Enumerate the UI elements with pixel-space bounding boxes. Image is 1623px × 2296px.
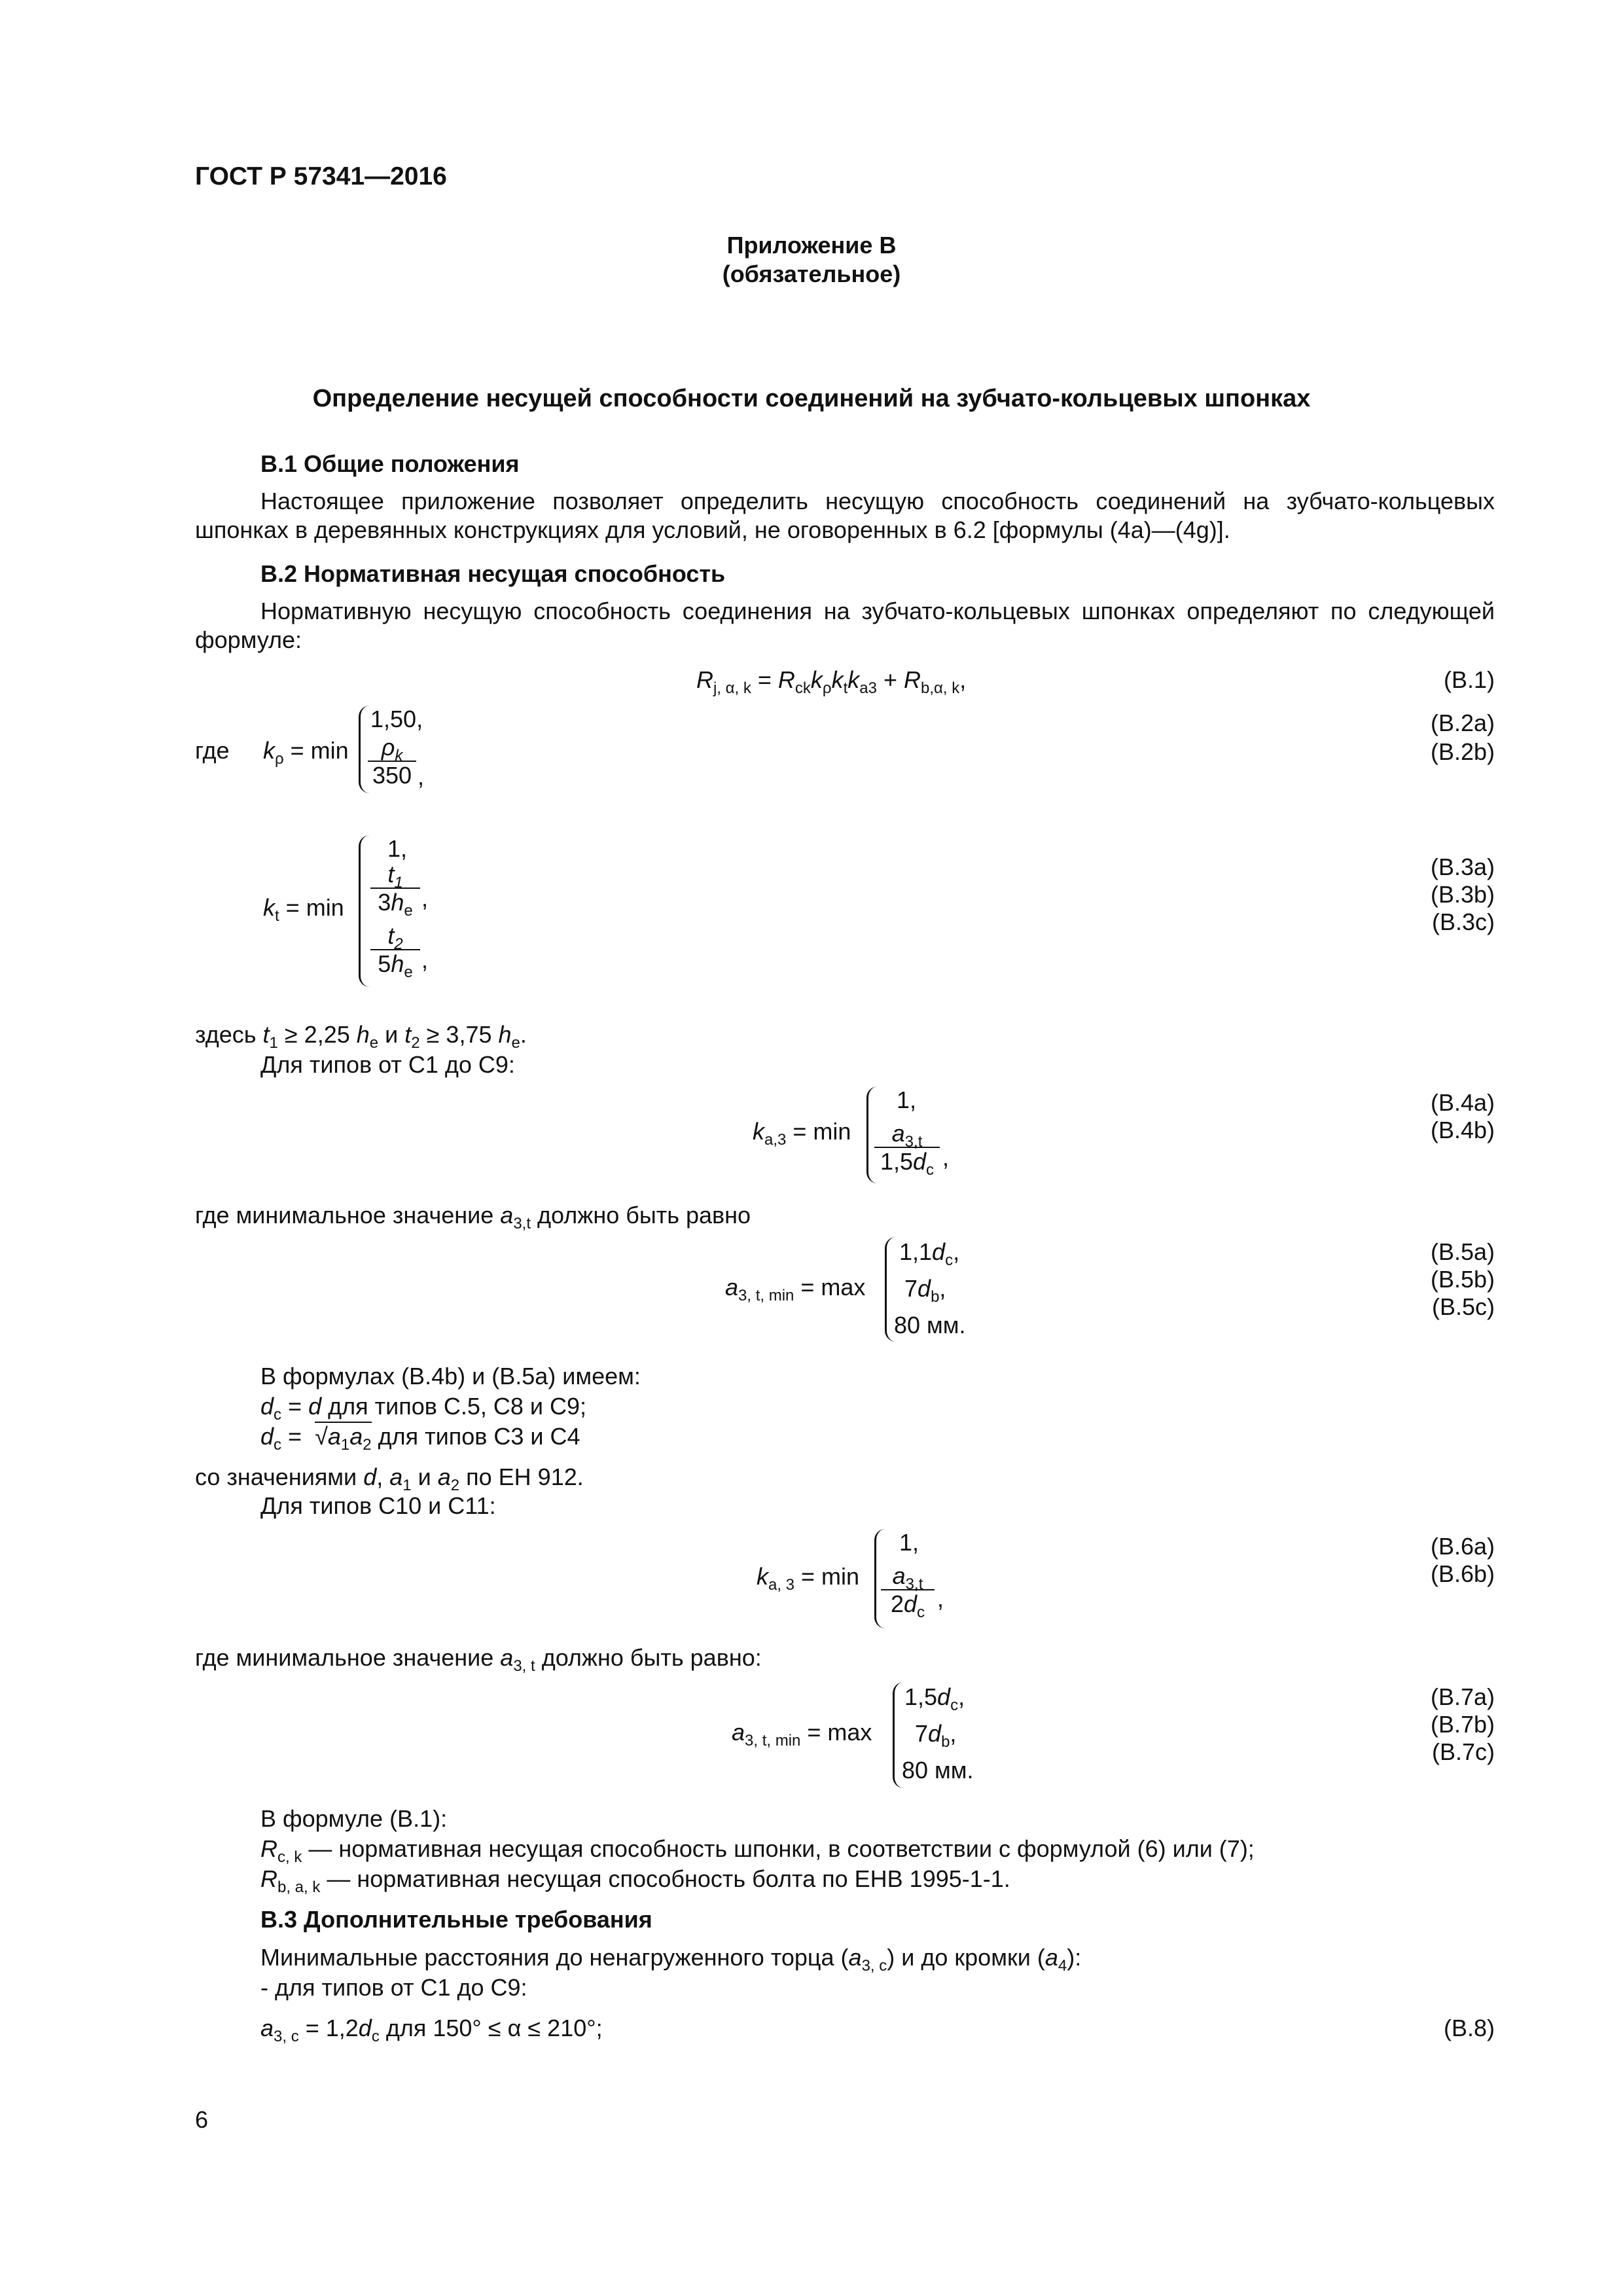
- types-c10-c11: Для типов С10 и С11:: [260, 1492, 496, 1519]
- section-b2-paragraph: [195, 597, 1495, 655]
- dc-line-2: $d_c = √a_1a_2$ для типов С3 и С4: [260, 1423, 580, 1454]
- must-equal-text: должно быть равно: [537, 1202, 751, 1229]
- para-line: Нормативную несущую способность соединения на зубчато-кольцевых шпонках определяют по следующей: [260, 598, 1495, 624]
- a3tmin-lhs: $a_{3, t, min} = \max$: [725, 1274, 866, 1304]
- comma: ,: [421, 885, 429, 912]
- must-equal-text: должно быть равно:: [541, 1644, 762, 1671]
- types-c1-c9-dash: - для типов от С1 до С9:: [260, 1974, 527, 2001]
- ka3-den: $1,5d_c$: [880, 1148, 935, 1179]
- eq-label-b5a: (В.5a): [1430, 1238, 1495, 1265]
- document-header: ГОСТ Р 57341—2016: [195, 162, 447, 190]
- appendix-title: Приложение В: [726, 232, 897, 259]
- formula-b1: $R_{j, \alpha, k} = R_{ck}k_\rho k_tk_{a3} + R_{b,\alpha, k}$,: [696, 666, 967, 697]
- section-b1-paragraph: [195, 487, 1495, 545]
- b7-case-1: $1,5d_c$,: [904, 1683, 965, 1714]
- eq-label-b2a: (В.2a): [1430, 709, 1495, 736]
- kt-fraction-2: [370, 922, 420, 981]
- section-b1-heading: В.1 Общие положения: [260, 450, 520, 477]
- dc-types-2: для типов С3 и С4: [378, 1423, 580, 1450]
- min-a3t-line-2: где минимальное значение $a_{3, t}$ должно быть равно:: [195, 1644, 762, 1675]
- b5-case-3: 80 мм.: [894, 1312, 966, 1338]
- appendix-status: (обязательное): [722, 260, 901, 287]
- types-c1-c9: Для типов от С1 до С9:: [260, 1051, 515, 1078]
- rck-desc: — нормативная несущая способность шпонки, в соответствии с формулой (6) или (7);: [308, 1835, 1255, 1862]
- rbak-desc: — нормативная несущая способность болта по ЕНВ 1995-1-1.: [327, 1865, 1010, 1892]
- page-number: 6: [195, 2106, 209, 2133]
- eq-label-b3c: (В.3c): [1431, 908, 1495, 935]
- eq-label-b5c: (В.5c): [1431, 1293, 1495, 1320]
- kt-num-1: $t_1$: [370, 861, 420, 889]
- kt-den-2: $5h_e$: [378, 950, 413, 981]
- kp-fraction: [368, 734, 416, 789]
- b6-num: $a_{3,t}$: [881, 1563, 935, 1590]
- min-dist-line: Минимальные расстояния до ненагруженного торца $(a_{3, c})$ и до кромки $(a_4)$:: [260, 1944, 1082, 1975]
- main-title: Определение несущей способности соединений на зубчато-кольцевых шпонках: [312, 385, 1311, 412]
- min-a3t-text: где минимальное значение: [195, 1644, 494, 1671]
- kp-case-1: 1,50,: [370, 706, 423, 732]
- b8-text: для 150° ≤ α ≤ 210°;: [385, 2015, 603, 2041]
- ka3-num: $a_{3,t}$: [874, 1121, 940, 1148]
- with-values-tail: по ЕН 912.: [466, 1463, 584, 1490]
- eq-label-b1: (В.1): [1443, 666, 1495, 693]
- brace: [359, 835, 370, 987]
- with-values: со значениями: [195, 1463, 357, 1490]
- eq-label-b7b: (В.7b): [1430, 1711, 1495, 1738]
- comma: ,: [421, 946, 429, 973]
- kt-lhs: $k_t = \min$: [263, 894, 344, 925]
- with-values-line: со значениями d, $a_1$ и $a_2$ по ЕН 912.: [195, 1463, 584, 1494]
- para-line: шпонках в деревянных конструкциях для условий, не оговоренных в 6.2 [формулы (4а)—(4g)].: [195, 516, 1230, 543]
- here-val-2: ≥ 3,75: [426, 1021, 492, 1048]
- para-line: формуле:: [195, 626, 302, 653]
- rck-line: $R_{c, k}$ — нормативная несущая способность шпонки, в соответствии с формулой (6) или (7);: [260, 1835, 1255, 1866]
- eq-label-b7c: (В.7c): [1431, 1738, 1495, 1765]
- b7-case-2: $7d_b$,: [915, 1720, 957, 1751]
- b5-case-2: $7d_b$,: [904, 1275, 946, 1306]
- formulas-text: В формулах (В.4b) и (В.5a) имеем:: [260, 1363, 641, 1390]
- here-val-1: ≥ 2,25: [284, 1021, 350, 1048]
- kt-den-1: $3h_e$: [378, 889, 413, 920]
- comma: ,: [937, 1585, 944, 1612]
- here-word: здесь: [195, 1021, 257, 1048]
- eq-label-b3b: (В.3b): [1430, 881, 1495, 908]
- formula-b8: $a_{3, c} = 1,2d_c$ для 150° ≤ α ≤ 210°;: [260, 2015, 603, 2045]
- section-b2-heading: В.2 Нормативная несущая способность: [260, 560, 726, 587]
- kp-denominator: 350: [372, 762, 412, 789]
- b6-case-1: 1,: [899, 1529, 919, 1556]
- and-word: и: [385, 1021, 399, 1048]
- rbak-line: $R_{b, a, k}$ — нормативная несущая способность болта по ЕНВ 1995-1-1.: [260, 1865, 1010, 1896]
- comma: ,: [942, 1144, 950, 1171]
- where-label: где: [195, 737, 230, 764]
- eq-label-b4a: (В.4a): [1430, 1089, 1495, 1116]
- kt-case-1: 1,: [387, 835, 408, 862]
- dc-line-1: $d_c = d$ для типов С.5, С8 и С9;: [260, 1393, 587, 1424]
- dc-types-1: для типов С.5, С8 и С9;: [328, 1393, 587, 1420]
- eq-label-b3a: (В.3a): [1430, 853, 1495, 880]
- in-formula-text: В формуле (В.1):: [260, 1805, 448, 1832]
- section-b3-heading: В.3 Дополнительные требования: [260, 1906, 652, 1933]
- eq-label-b6a: (В.6a): [1430, 1533, 1495, 1560]
- kt-num-2: $t_2$: [370, 923, 420, 950]
- min-dist-tail: и до кромки: [901, 1944, 1031, 1971]
- eq-label-b7a: (В.7a): [1430, 1683, 1495, 1710]
- ka3-lhs-2: $k_{a, 3} = \min$: [757, 1563, 860, 1594]
- here-line: здесь $t_1 \ge 2,25$ $h_e$ и $t_2 \ge 3,75$ $h_e$.: [195, 1021, 527, 1052]
- min-dist-text: Минимальные расстояния до ненагруженного торца: [260, 1944, 834, 1971]
- ka3-case-1: 1,: [897, 1086, 917, 1113]
- ka3-lhs: $k_{a,3} = \min$: [753, 1118, 851, 1149]
- ka3-fraction: [874, 1120, 940, 1179]
- kt-fraction-1: [370, 861, 420, 920]
- min-a3t-text: где минимальное значение: [195, 1202, 494, 1229]
- b5-case-1: $1,1d_c$,: [899, 1238, 960, 1269]
- para-line: Настоящее приложение позволяет определить несущую способность соединений на зубчато-кольцевых: [260, 488, 1495, 514]
- eq-label-b2b: (В.2b): [1430, 738, 1495, 765]
- eq-label-b6b: (В.6b): [1430, 1560, 1495, 1587]
- b6-den: $2d_c$: [890, 1590, 925, 1621]
- eq-label-b5b: (В.5b): [1430, 1266, 1495, 1293]
- kp-lhs: $k_\rho = \min$: [263, 737, 349, 768]
- eq-label-b4b: (В.4b): [1430, 1117, 1495, 1143]
- comma: ,: [418, 763, 425, 790]
- eq-label-b8: (В.8): [1443, 2015, 1495, 2041]
- b7-case-3: 80 мм.: [902, 1757, 974, 1784]
- min-a3t-line: где минимальное значение $a_{3,t}$ должно быть равно: [195, 1202, 751, 1232]
- a3tmin-lhs-2: $a_{3, t, min} = \max$: [732, 1719, 872, 1749]
- kp-numerator: $\rho_k$: [368, 734, 416, 762]
- b6-fraction: [881, 1562, 935, 1621]
